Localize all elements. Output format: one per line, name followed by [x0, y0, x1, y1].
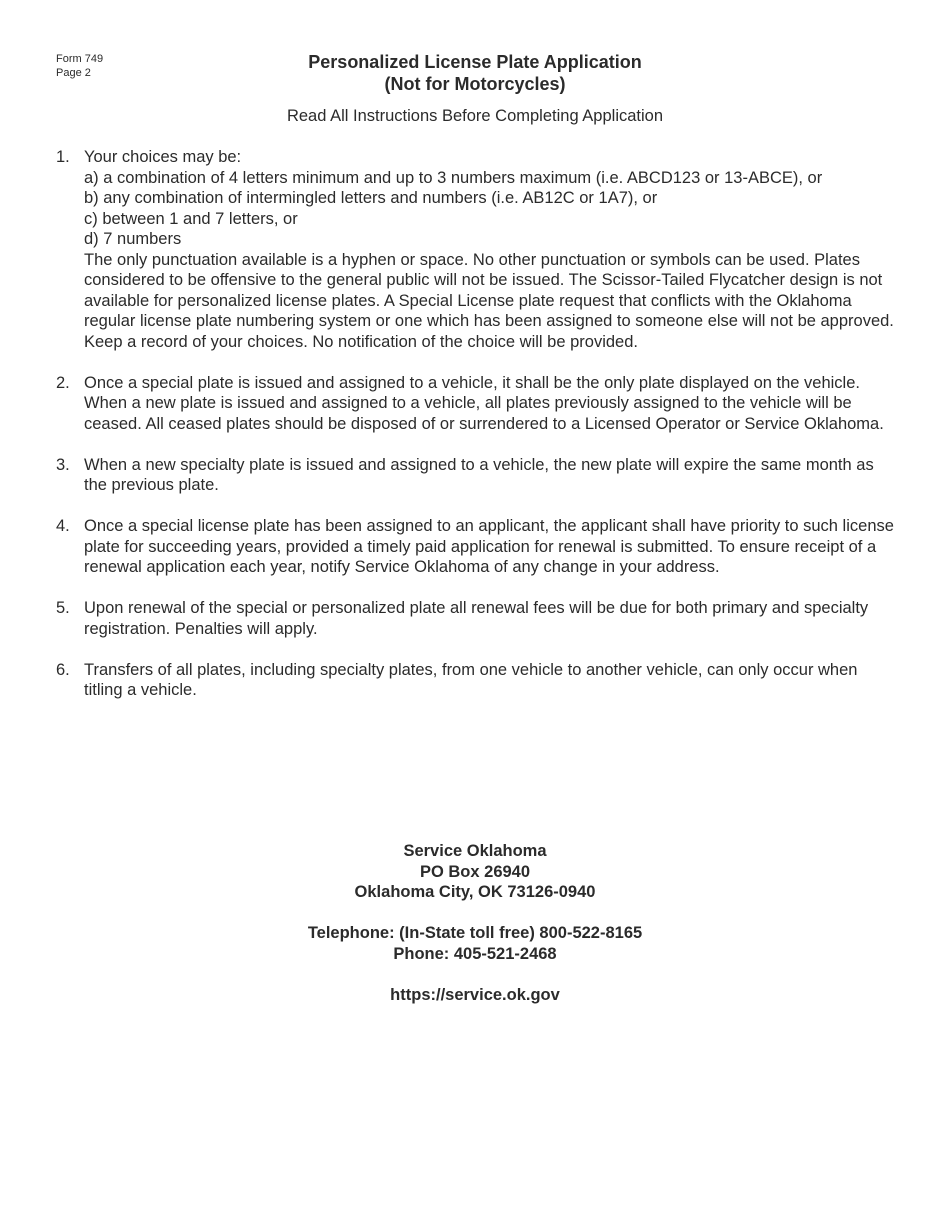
item-number: 1.: [56, 148, 70, 166]
phone-number: Phone: 405-521-2468: [393, 944, 557, 963]
instruction-item-1: [56, 147, 896, 352]
item-text: Once a special license plate has been assigned to an applicant, the applicant shall have priority to such license plate for succeeding years, provided a timely paid application for renewal is submitted. To ensure receipt of a renewal application each year, notify Service Oklahoma of any change in your address.: [84, 517, 894, 576]
item-text: Once a special plate is issued and assigned to a vehicle, it shall be the only plate displayed on the vehicle. When a new plate is issued and assigned to a vehicle, all plates previously assigned to the vehicle will be ceased. All ceased plates should be disposed of or surrendered to a Licensed Operator or Service Oklahoma.: [84, 373, 884, 433]
page-label: Page 2: [56, 66, 91, 79]
instruction-item-5: [56, 598, 896, 639]
telephone-toll-free: Telephone: (In-State toll free) 800-522-8165: [307, 924, 643, 942]
title-line-1: Personalized License Plate Application: [308, 52, 642, 72]
instruction-item-3: [56, 455, 896, 496]
title-line-2: (Not for Motorcycles): [384, 73, 566, 94]
item-text: When a new specialty plate is issued and assigned to a vehicle, the new plate will expire the same month as the previous plate.: [84, 455, 874, 494]
item-text: Transfers of all plates, including specialty plates, from one vehicle to another vehicle, can only occur when titling a vehicle.: [84, 660, 858, 699]
item-number: 2.: [56, 373, 70, 392]
choice-c: c) between 1 and 7 letters, or: [84, 209, 298, 228]
contact-block: [0, 841, 950, 1005]
item-number: 6.: [56, 660, 70, 679]
city-line: Oklahoma City, OK 73126-0940: [354, 883, 596, 901]
website-link[interactable]: https://service.ok.gov: [390, 985, 560, 1004]
po-box: PO Box 26940: [419, 862, 531, 881]
instruction-item-2: [56, 373, 896, 435]
item-number: 4.: [56, 517, 70, 535]
org-name: Service Oklahoma: [403, 842, 547, 860]
item-intro: Your choices may be:: [84, 148, 242, 166]
item-text: Upon renewal of the special or personalized plate all renewal fees will be due for both primary and specialty registration. Penalties will apply.: [84, 599, 869, 638]
choice-a: a) a combination of 4 letters minimum and up to 3 numbers maximum (i.e. ABCD123 or 13-ABCE), or: [84, 168, 823, 187]
page-title: [0, 52, 950, 95]
item-number: 5.: [56, 599, 70, 617]
punctuation-note: The only punctuation available is a hyphen or space. No other punctuation or symbols can be used. Plates considered to be offensive to the general public will not be issued. The Scissor-Tailed Flycatcher design is not available for personalized license plates. A Special License plate request that conflicts with the Oklahoma regular license plate numbering system or one which has been assigned to someone else will not be approved. Keep a record of your choices. No notification of the choice will be provided.: [84, 250, 894, 351]
instruction-item-6: [56, 660, 896, 701]
instruction-item-4: [56, 516, 896, 578]
instructions-notice: Read All Instructions Before Completing Application: [286, 107, 664, 125]
form-number: Form 749: [56, 53, 104, 65]
item-number: 3.: [56, 455, 70, 474]
instructions-list: [56, 147, 896, 721]
choice-b: b) any combination of intermingled letters and numbers (i.e. AB12C or 1A7), or: [84, 189, 658, 207]
choice-d: d) 7 numbers: [84, 230, 182, 248]
